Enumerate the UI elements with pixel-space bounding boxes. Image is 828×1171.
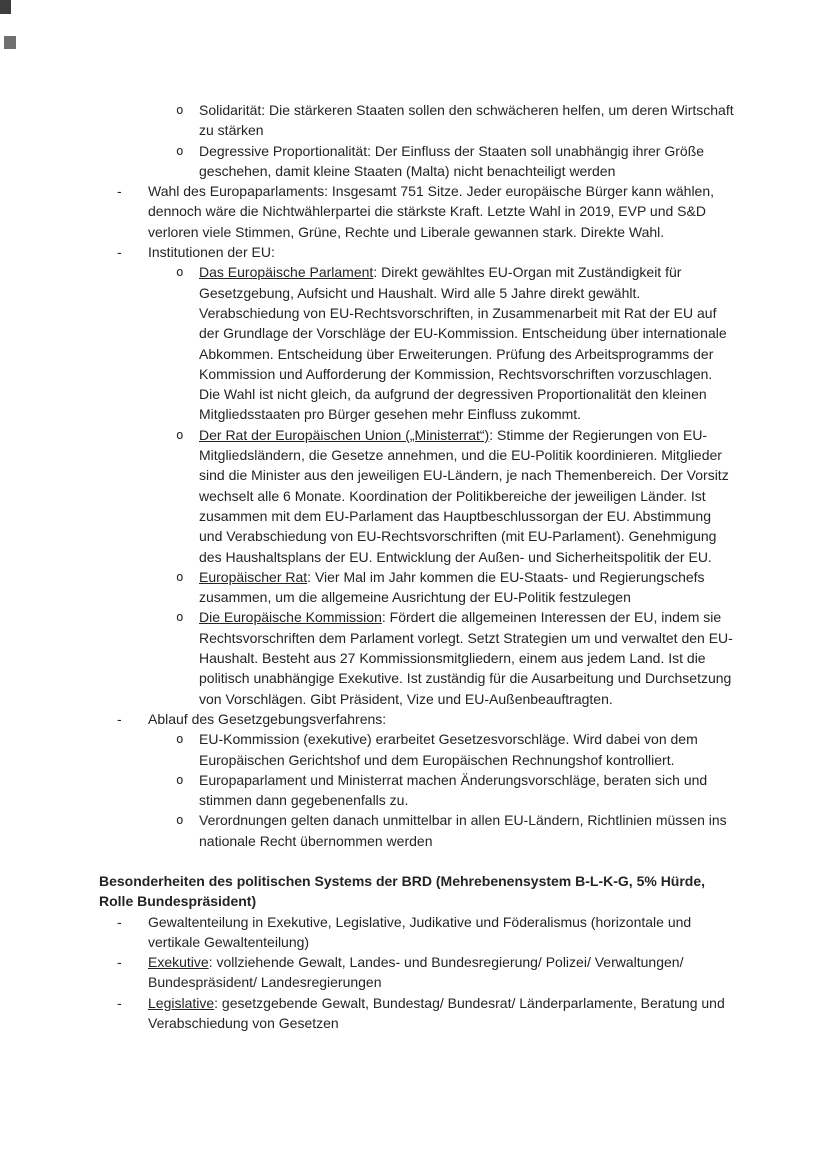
list-item-text: Institutionen der EU: [148, 244, 275, 261]
list-item-europaeische-kommission [99, 607, 736, 708]
section-heading-brd: Besonderheiten des politischen Systems der BRD (Mehrebenensystem B-L-K-G, 5% Hürde, Rolle Bundespräsident) [99, 872, 706, 910]
dash-bullet-marker: - [117, 183, 122, 200]
dash-bullet-marker: - [117, 710, 122, 727]
list-item-degressive-proportionalitaet [99, 141, 736, 182]
circle-bullet-marker: o [176, 812, 184, 828]
list-item-institutionen-der-eu [99, 242, 736, 262]
list-item-text: Solidarität: Die stärkeren Staaten sollen den schwächeren helfen, um deren Wirtschaft zu stärken [199, 102, 734, 139]
dash-bullet-marker: - [117, 954, 122, 971]
underlined-term: Exekutive [148, 954, 209, 971]
list-item-verordnungen [99, 810, 736, 851]
circle-bullet-marker: o [176, 731, 184, 747]
list-item-text: : Fördert die allgemeinen Interessen der EU, indem sie Rechtsvorschriften dem Parlament vorlegt. Setzt Strategien um und verwaltet den EU-Haushalt. Besteht aus 27 Kommissionsmitgliedern, einem aus jedem Land. Ist die politisch unabhängige Exekutive. Ist zuständig für die Ausarbeitung und Durchsetzung von Vorschlägen. Gibt Präsident, Vize und EU-Außenbeauftragten. [199, 609, 733, 707]
dash-bullet-marker: - [117, 913, 122, 930]
list-item-text: Gewaltenteilung in Exekutive, Legislative, Judikative und Föderalismus (horizontale und vertikale Gewaltenteilung) [148, 913, 692, 950]
circle-bullet-marker: o [176, 771, 184, 787]
list-item-ablauf-gesetzgebung [99, 709, 736, 729]
dash-bullet-marker: - [117, 994, 122, 1011]
underlined-term: Legislative [148, 994, 215, 1011]
list-item-europaeisches-parlament [99, 262, 736, 424]
scan-artifact-dark [0, 0, 11, 14]
list-item-rat-der-eu [99, 425, 736, 567]
list-item-eu-kommission-exekutive [99, 729, 736, 770]
list-item-gewaltenteilung [99, 912, 736, 953]
list-item-text: Wahl des Europaparlaments: Insgesamt 751 Sitze. Jeder europäische Bürger kann wählen, dennoch wäre die Nichtwählerpartei die stärkste Kraft. Letzte Wahl in 2019, EVP und S&D verloren viele Stimmen, Grüne, Rechte und Liberale gewannen stark. Direkte Wahl. [148, 183, 715, 240]
list-item-text: : Vier Mal im Jahr kommen die EU-Staats- und Regierungschefs zusammen, um die allgemeine Ausrichtung der EU-Politik festzulegen [199, 568, 705, 606]
circle-bullet-marker: o [176, 568, 184, 584]
list-item-solidaritaet [99, 100, 736, 141]
underlined-term: Der Rat der Europäischen Union („Ministerrat“) [199, 426, 490, 443]
circle-bullet-marker: o [176, 609, 184, 625]
list-item-text: : gesetzgebende Gewalt, Bundestag/ Bundesrat/ Länderparlamente, Beratung und Verabschiedung von Gesetzen [148, 994, 725, 1032]
circle-bullet-marker: o [176, 142, 184, 158]
circle-bullet-marker: o [176, 264, 184, 280]
list-item-text: EU-Kommission (exekutive) erarbeitet Gesetzesvorschläge. Wird dabei von dem Europäischen Gerichtshof und dem Europäischen Rechnungshof kontrolliert. [199, 731, 698, 768]
underlined-term: Das Europäische Parlament [199, 264, 374, 281]
list-item-text: : Stimme der Regierungen von EU-Mitgliedsländern, die Gesetze annehmen, und die EU-Politik koordinieren. Mitglieder sind die Minister aus den jeweiligen EU-Ländern, je nach Themenbereich. Der Vorsitz wechselt alle 6 Monate. Koordination der Politikbereiche der jeweiligen Länder. Ist zusammen mit dem EU-Parlament das Hauptbeschlussorgan der EU. Abstimmung und Verabschiedung von EU-Rechtsvorschriften (mit EU-Parlament). Genehmigung des Haushaltsplans der EU. Entwicklung der Außen- und Sicherheitspolitik der EU. [199, 426, 729, 565]
list-item-text: Ablauf des Gesetzgebungsverfahrens: [148, 710, 387, 727]
list-item-aenderungsvorschlaege [99, 770, 736, 811]
underlined-term: Europäischer Rat [199, 568, 308, 585]
list-item-exekutive [99, 952, 736, 993]
underlined-term: Die Europäische Kommission [199, 609, 382, 626]
list-item-text: Europaparlament und Ministerrat machen Änderungsvorschläge, beraten sich und stimmen dann gegebenenfalls zu. [199, 771, 708, 809]
list-item-text: Degressive Proportionalität: Der Einfluss der Staaten soll unabhängig ihrer Größe geschehen, damit kleine Staaten (Malta) nicht benachteiligt werden [199, 142, 705, 179]
list-item-wahl-europaparlament [99, 181, 736, 242]
list-item-europaeischer-rat [99, 567, 736, 608]
list-item-text: Verordnungen gelten danach unmittelbar in allen EU-Ländern, Richtlinien müssen ins nationale Recht übernommen werden [199, 812, 727, 849]
list-item-text: : Direkt gewähltes EU-Organ mit Zuständigkeit für Gesetzgebung, Aufsicht und Haushalt. Wird alle 5 Jahre direkt gewählt. Verabschiedung von EU-Rechtsvorschriften, in Zusammenarbeit mit Rat der EU auf der Grundlage der Vorschläge der EU-Kommission. Entscheidung über internationale Abkommen. Entscheidung über Erweiterungen. Prüfung des Arbeitsprogramms der Kommission und Aufforderung der Kommission, Rechtsvorschriften vorzuschlagen. Die Wahl ist nicht gleich, da aufgrund der degressiven Proportionalität den kleinen Mitgliedsstaaten pro Bürger gesehen mehr Einfluss zukommt. [199, 264, 727, 423]
dash-bullet-marker: - [117, 244, 122, 261]
circle-bullet-marker: o [176, 102, 184, 117]
circle-bullet-marker: o [176, 426, 184, 442]
list-item-text: : vollziehende Gewalt, Landes- und Bundesregierung/ Polizei/ Verwaltungen/ Bundespräsident/ Landesregierungen [148, 954, 684, 991]
document-content [99, 100, 736, 1033]
scan-artifact-gray [4, 36, 16, 49]
list-item-legislative [99, 993, 736, 1034]
